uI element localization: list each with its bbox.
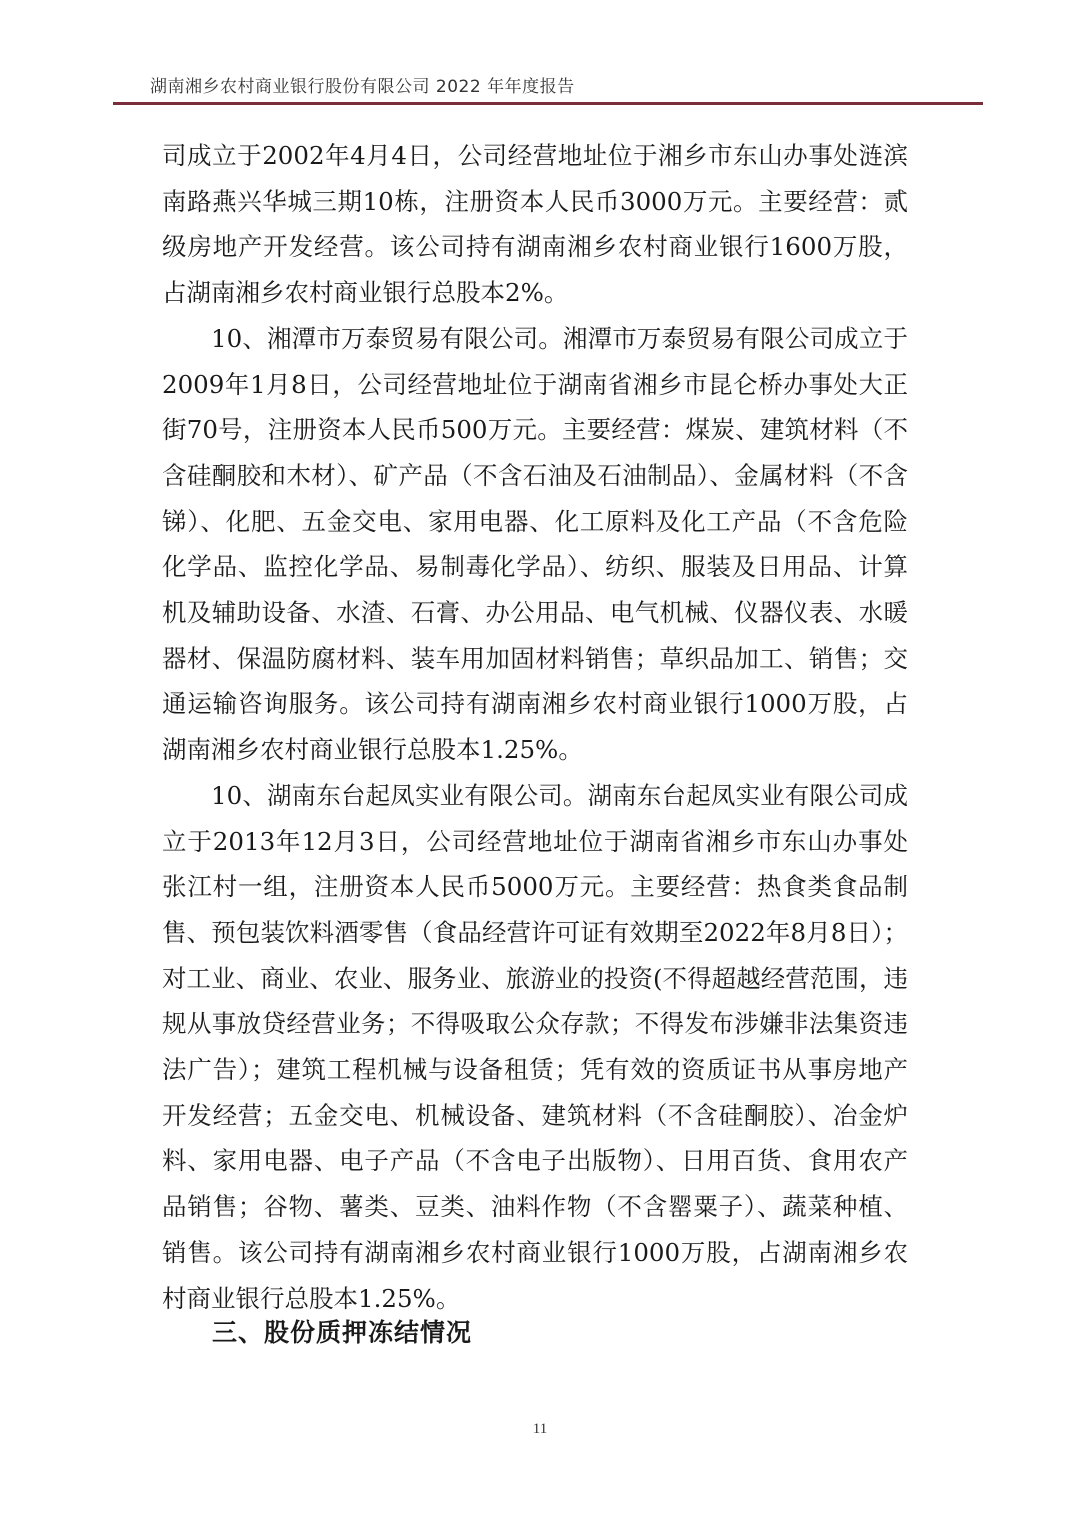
page-number: 11: [532, 1421, 548, 1437]
document-body: [162, 133, 908, 1321]
report-header-title: 湖南湘乡农村商业银行股份有限公司 2022 年年度报告: [150, 77, 575, 97]
paragraph-continuation: 司成立于2002年4月4日，公司经营地址位于湘乡市东山办事处涟滨南路燕兴华城三期10栋，注册资本人民币3000万元。主要经营：贰级房地产开发经营。该公司持有湖南湘乡农村商业银行1600万股，占湖南湘乡农村商业银行总股本2%。: [162, 141, 908, 308]
paragraph-shareholder-wantai: 10、湘潭市万泰贸易有限公司。湘潭市万泰贸易有限公司成立于2009年1月8日，公司经营地址位于湖南省湘乡市昆仑桥办事处大正街70号，注册资本人民币500万元。主要经营：煤炭、建筑材料（不含硅酮胶和木材）、矿产品（不含石油及石油制品）、金属材料（不含锑）、化肥、五金交电、家用电器、化工原料及化工产品（不含危险化学品、监控化学品、易制毒化学品）、纺织、服装及日用品、计算机及辅助设备、水渣、石膏、办公用品、电气机械、仪器仪表、水暖器材、保温防腐材料、装车用加固材料销售；草织品加工、销售；交通运输咨询服务。该公司持有湖南湘乡农村商业银行1000万股，占湖南湘乡农村商业银行总股本1.25%。: [162, 323, 908, 765]
paragraph-shareholder-dongtai: 10、湖南东台起凤实业有限公司。湖南东台起凤实业有限公司成立于2013年12月3日，公司经营地址位于湖南省湘乡市东山办事处张江村一组，注册资本人民币5000万元。主要经营：热食类食品制售、预包装饮料酒零售（食品经营许可证有效期至2022年8月8日）；对工业、商业、农业、服务业、旅游业的投资(不得超越经营范围，违规从事放贷经营业务；不得吸取公众存款；不得发布涉嫌非法集资违法广告）；建筑工程机械与设备租赁；凭有效的资质证书从事房地产开发经营；五金交电、机械设备、建筑材料（不含硅酮胶）、冶金炉料、家用电器、电子产品（不含电子出版物）、日用百货、食用农产品销售；谷物、薯类、豆类、油料作物（不含罂粟子）、蔬菜种植、销售。该公司持有湖南湘乡农村商业银行1000万股，占湖南湘乡农村商业银行总股本1.25%。: [162, 780, 908, 1313]
header-divider: [113, 102, 983, 105]
section-heading: 三、股份质押冻结情况: [212, 1318, 473, 1347]
